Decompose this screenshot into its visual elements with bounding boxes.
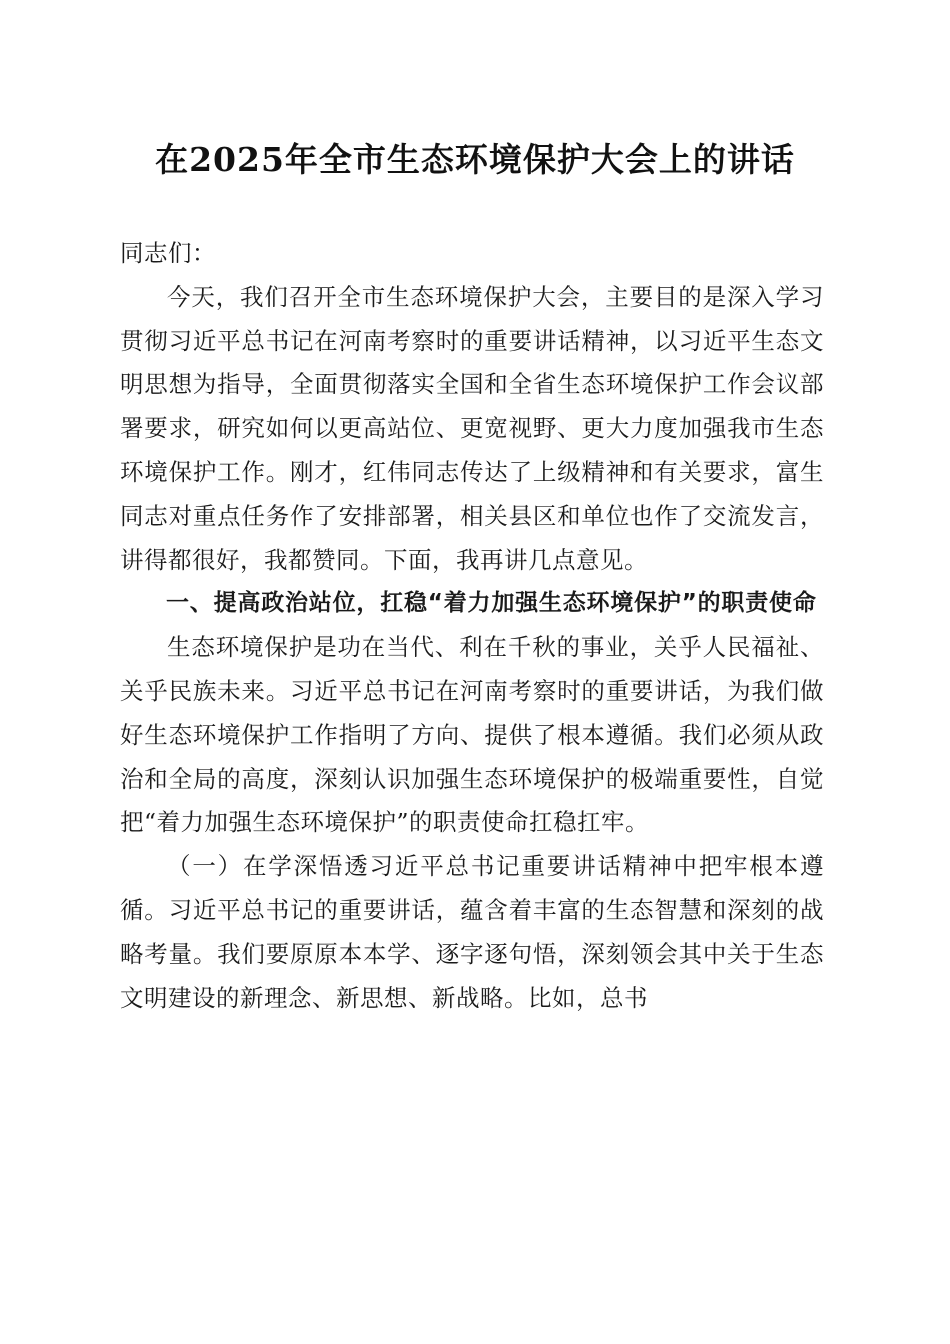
subsection-1-text: 习近平总书记的重要讲话，蕴含着丰富的生态智慧和深刻的战略考量。我们要原原本本学、逐字逐句悟，深刻领会其中关于生态文明建设的新理念、新思想、新战略。比如，总书 <box>120 895 825 1012</box>
salutation: 同志们： <box>120 239 216 267</box>
section-heading-1: 一、提高政治站位，扛稳“着力加强生态环境保护”的职责使命 <box>166 590 817 617</box>
document-body <box>120 232 824 1020</box>
paragraph-section-1: 生态环境保护是功在当代、利在千秋的事业，关乎人民福祉、关乎民族未来。习近平总书记在河南考察时的重要讲话，为我们做好生态环境保护工作指明了方向、提供了根本遵循。我们必须从政治和全局的高度，深刻认识加强生态环境保护的极端重要性，自觉把“着力加强生态环境保护”的职责使命扛稳扛牢。 <box>120 633 824 837</box>
document-title: 在2025年全市生态环境保护大会上的讲话 <box>155 140 795 179</box>
subsection-1-lead: （一）在学深悟透习近平总书记重要讲话精神中把牢根本遵循。 <box>120 852 824 924</box>
paragraph-intro: 今天，我们召开全市生态环境保护大会，主要目的是深入学习贯彻习近平总书记在河南考察时的重要讲话精神，以习近平生态文明思想为指导，全面贯彻落实全国和全省生态环境保护工作会议部署要求，研究如何以更高站位、更宽视野、更大力度加强我市生态环境保护工作。刚才，红伟同志传达了上级精神和有关要求，富生同志对重点任务作了安排部署，相关县区和单位也作了交流发言，讲得都很好，我都赞同。下面，我再讲几点意见。 <box>120 282 824 574</box>
paragraph-subsection-1 <box>120 845 824 1020</box>
